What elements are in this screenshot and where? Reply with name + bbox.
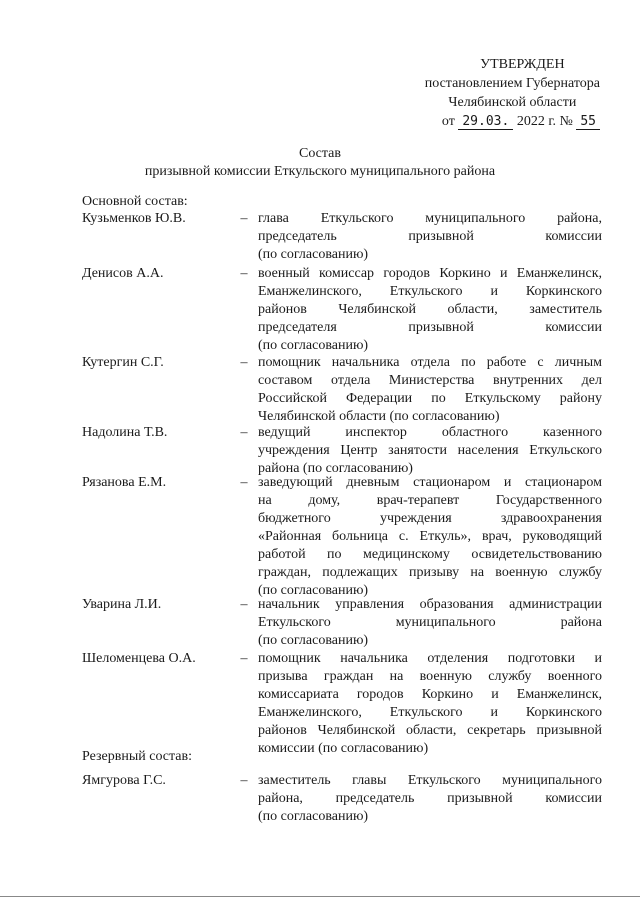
position-line: начальник управления образования администрации: [258, 597, 602, 612]
dash-separator: –: [240, 773, 248, 788]
position-line: Российской Федерации по Еткульскому району: [258, 391, 602, 406]
position-line: помощник начальника отделения подготовки и: [258, 651, 602, 666]
member-name: Ямгурова Г.С.: [82, 773, 166, 788]
dash-separator: –: [240, 651, 248, 666]
dash-separator: –: [240, 475, 248, 490]
position-line: (по согласованию): [258, 338, 369, 353]
approval-block: [425, 55, 600, 131]
approval-number: 55: [576, 114, 600, 130]
position-line: составом отдела Министерства внутренних дел: [258, 373, 602, 388]
approval-head: УТВЕРЖДЕН: [480, 57, 565, 72]
main-section-label: Основной состав:: [82, 194, 188, 209]
position-line: (по согласованию): [258, 247, 369, 262]
dash-separator: –: [240, 425, 248, 440]
date-suffix: 2022 г. №: [516, 114, 573, 129]
position-line: на дому, врач-терапевт Государственного: [258, 493, 602, 508]
member-position: [258, 596, 602, 650]
position-line: заведующий дневным стационаром и стационаром: [258, 475, 602, 490]
member-position: [258, 650, 602, 758]
member-position: [258, 424, 602, 478]
member-name: Шеломенцева О.А.: [82, 651, 196, 666]
document-title: [0, 145, 640, 181]
reserve-section-label: Резервный состав:: [82, 749, 193, 764]
position-line: районов Челябинской области, секретарь призывной: [258, 723, 602, 738]
dash-separator: –: [240, 211, 248, 226]
position-line: председателя призывной комиссии: [258, 320, 602, 335]
approval-date: 29.03.: [458, 114, 513, 130]
position-line: «Районная больница с. Еткуль», врач, руководящий: [258, 529, 602, 544]
position-line: (по согласованию): [258, 809, 369, 824]
approval-line-2: Челябинской области: [448, 95, 577, 110]
title-line-2: призывной комиссии Еткульского муниципального района: [144, 164, 496, 179]
position-line: призыва граждан на военную службу военного: [258, 669, 602, 684]
position-line: Еманжелинского, Еткульского и Коркинского: [258, 284, 602, 299]
position-line: Еманжелинского, Еткульского и Коркинского: [258, 705, 602, 720]
position-line: районов Челябинской области, заместитель: [258, 302, 602, 317]
approval-line-1: постановлением Губернатора: [424, 76, 600, 91]
member-name: Кутергин С.Г.: [82, 355, 164, 370]
position-line: Еткульского муниципального района: [258, 615, 602, 630]
dash-separator: –: [240, 355, 248, 370]
member-name: Денисов А.А.: [82, 266, 164, 281]
member-name: Кузьменков Ю.В.: [82, 211, 186, 226]
member-name: Рязанова Е.М.: [82, 475, 167, 490]
position-line: помощник начальника отдела по работе с личным: [258, 355, 602, 370]
title-line-1: Состав: [298, 146, 341, 161]
dash-separator: –: [240, 597, 248, 612]
position-line: Челябинской области (по согласованию): [258, 409, 500, 424]
position-line: глава Еткульского муниципального района,: [258, 211, 602, 226]
position-line: военный комиссар городов Коркино и Еманжелинск,: [258, 266, 602, 281]
position-line: (по согласованию): [258, 583, 369, 598]
member-position: [258, 474, 602, 600]
approval-date-line: [425, 112, 600, 131]
member-position: [258, 354, 602, 426]
member-position: [258, 772, 602, 826]
position-line: района, председатель призывной комиссии: [258, 791, 602, 806]
member-name: Уварина Л.И.: [82, 597, 162, 612]
position-line: работой по медицинскому освидетельствованию: [258, 547, 602, 562]
position-line: района (по согласованию): [258, 461, 413, 476]
member-position: [258, 265, 602, 355]
position-line: председатель призывной комиссии: [258, 229, 602, 244]
position-line: ведущий инспектор областного казенного: [258, 425, 602, 440]
page-bottom-rule: [0, 896, 640, 897]
position-line: (по согласованию): [258, 633, 369, 648]
position-line: заместитель главы Еткульского муниципального: [258, 773, 602, 788]
dash-separator: –: [240, 266, 248, 281]
position-line: учреждения Центр занятости населения Еткульского: [258, 443, 602, 458]
position-line: бюджетного учреждения здравоохранения: [258, 511, 602, 526]
position-line: граждан, подлежащих призыву на военную службу: [258, 565, 602, 580]
member-position: [258, 210, 602, 264]
member-name: Надолина Т.В.: [82, 425, 168, 440]
position-line: комиссариата городов Коркино и Еманжелинск,: [258, 687, 602, 702]
date-prefix: от: [441, 114, 455, 129]
position-line: комиссии (по согласованию): [258, 741, 429, 756]
